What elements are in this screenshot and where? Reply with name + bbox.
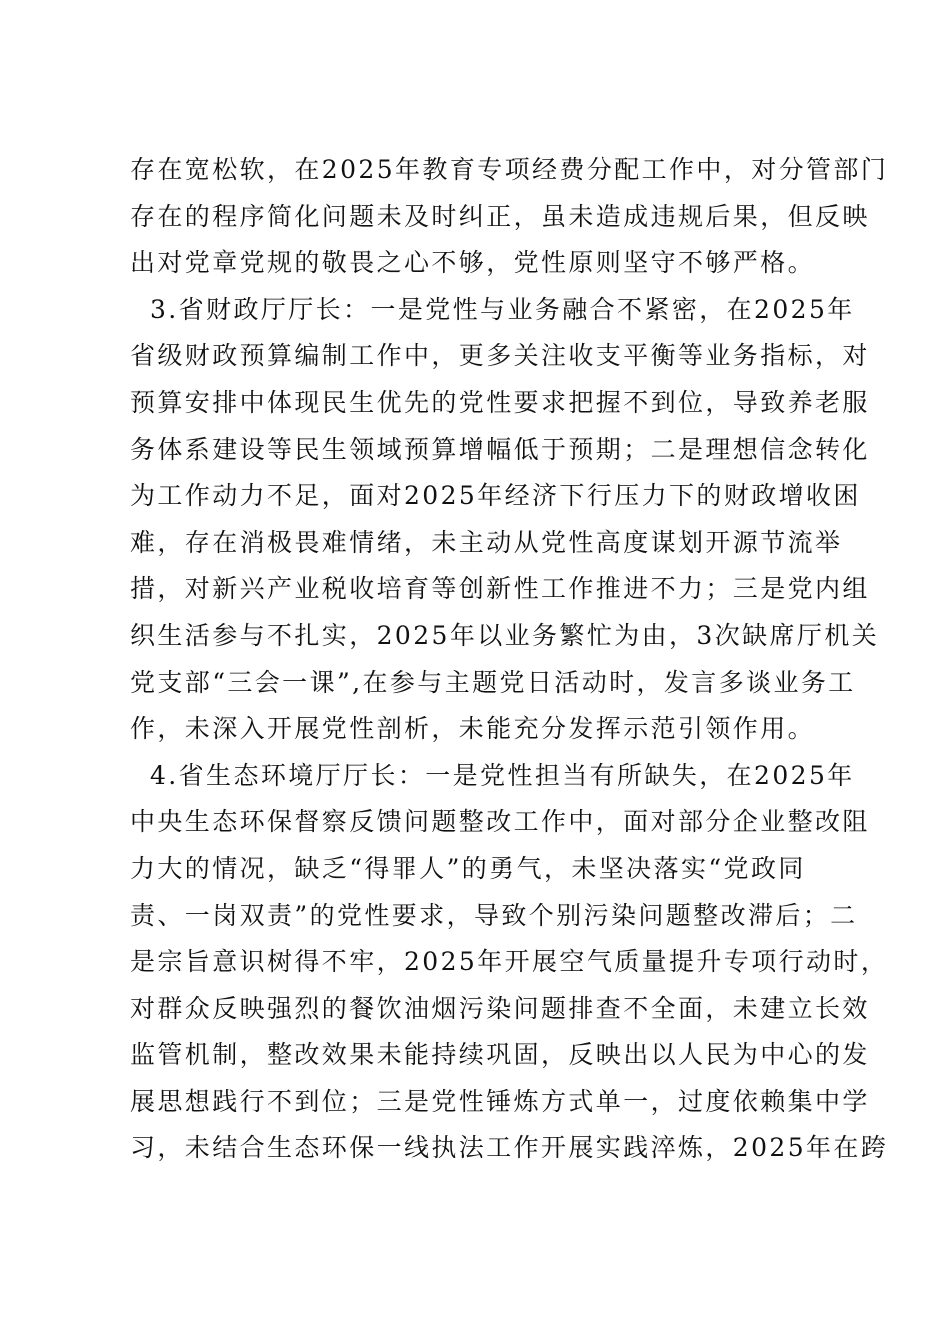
text-line: 责、一岗双责”的党性要求，导致个别污染问题整改滞后；二 [130, 900, 858, 930]
text-line: 党支部“三会一课”,在参与主题党日活动时，发言多谈业务工 [130, 667, 856, 697]
paragraph-heading-line: 4.省生态环境厅厅长：一是党性担当有所缺失，在2025年 [150, 760, 855, 790]
text-line: 力大的情况，缺乏“得罪人”的勇气，未坚决落实“党政同 [130, 853, 806, 883]
text-line: 措，对新兴产业税收培育等创新性工作推进不力；三是党内组 [130, 574, 870, 604]
text-line: 是宗旨意识树得不牢，2025年开展空气质量提升专项行动时， [130, 947, 889, 977]
text-line: 织生活参与不扎实，2025年以业务繁忙为由，3次缺席厅机关 [130, 620, 880, 650]
document-body [130, 147, 889, 1172]
text-line: 展思想践行不到位；三是党性锤炼方式单一，过度依赖集中学 [130, 1086, 870, 1116]
text-line: 难，存在消极畏难情绪，未主动从党性高度谋划开源节流举 [130, 527, 843, 557]
text-line: 省级财政预算编制工作中，更多关注收支平衡等业务指标，对 [130, 341, 870, 371]
text-line: 作，未深入开展党性剖析，未能充分发挥示范引领作用。 [130, 714, 816, 744]
text-line: 对群众反映强烈的餐饮油烟污染问题排查不全面，未建立长效 [130, 993, 870, 1023]
text-line: 中央生态环保督察反馈问题整改工作中，面对部分企业整改阻 [130, 807, 870, 837]
text-line: 出对党章党规的敬畏之心不够，党性原则坚守不够严格。 [130, 248, 816, 278]
text-line: 监管机制，整改效果未能持续巩固，反映出以人民为中心的发 [130, 1040, 870, 1070]
text-line: 习，未结合生态环保一线执法工作开展实践淬炼，2025年在跨 [130, 1133, 889, 1163]
text-line: 务体系建设等民生领域预算增幅低于预期；二是理想信念转化 [130, 434, 870, 464]
paragraph-heading-line: 3.省财政厅厅长：一是党性与业务融合不紧密，在2025年 [150, 294, 855, 324]
text-line: 存在的程序简化问题未及时纠正，虽未造成违规后果，但反映 [130, 201, 870, 231]
text-line: 预算安排中体现民生优先的党性要求把握不到位，导致养老服 [130, 387, 870, 417]
text-line: 为工作动力不足，面对2025年经济下行压力下的财政增收困 [130, 481, 861, 511]
text-line: 存在宽松软，在2025年教育专项经费分配工作中，对分管部门 [130, 155, 889, 184]
